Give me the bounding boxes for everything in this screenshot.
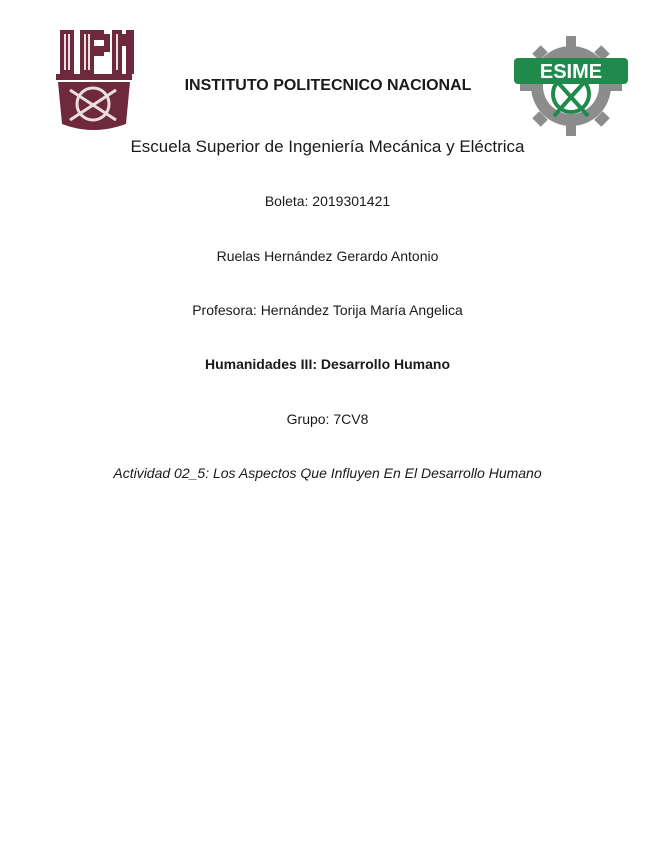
student-id: Boleta: 2019301421	[264, 193, 391, 209]
student-name: Ruelas Hernández Gerardo Antonio	[216, 248, 439, 264]
esime-logo-text: ESIME	[539, 61, 603, 83]
activity-title: Actividad 02_5: Los Aspectos Que Influyen En El Desarrollo Humano	[113, 465, 542, 481]
school-name: Escuela Superior de Ingeniería Mecánica y Eléctrica	[130, 137, 525, 156]
professor-name: Profesora: Hernández Torija María Angelica	[192, 302, 463, 318]
course-name: Humanidades III: Desarrollo Humano	[204, 356, 451, 372]
institute-title: INSTITUTO POLITECNICO NACIONAL	[184, 77, 472, 94]
group-label: Grupo: 7CV8	[286, 411, 369, 427]
